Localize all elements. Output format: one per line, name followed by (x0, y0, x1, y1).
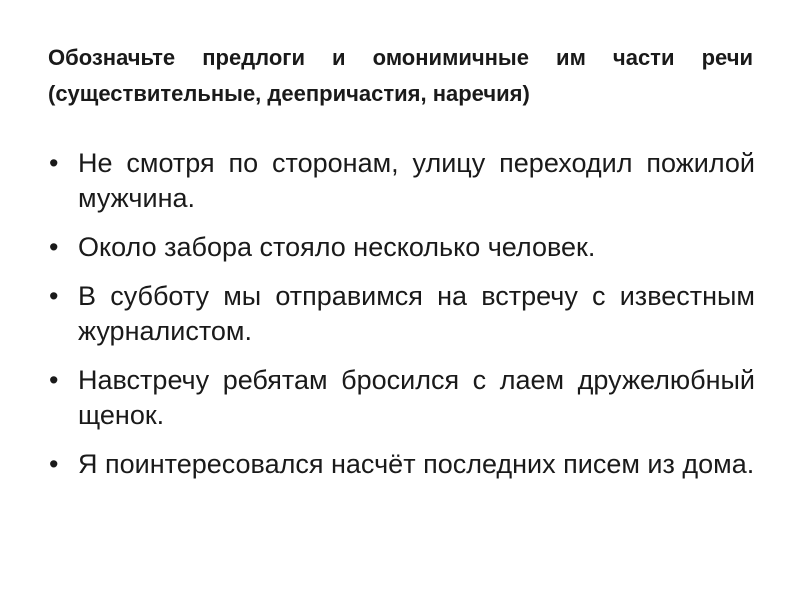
list-item-text: Не смотря по сторонам, улицу переходил пожилой мужчина. (78, 148, 755, 213)
list-item-text: В субботу мы отправимся на встречу с известным журналистом. (78, 281, 755, 346)
bullet-icon: • (49, 449, 59, 479)
list-item (46, 230, 755, 265)
list-item (46, 363, 755, 433)
slide-title: Обозначьте предлоги и омонимичные им части речи (существительные, деепричастия, наречия) (48, 45, 753, 106)
list-item (46, 279, 755, 349)
list-item (46, 447, 755, 482)
bullet-icon: • (49, 365, 59, 395)
bullet-icon: • (49, 148, 59, 178)
bullet-icon: • (49, 232, 59, 262)
bullet-list (46, 146, 755, 496)
list-item-text: Я поинтересовался насчёт последних писем из дома. (78, 449, 755, 479)
list-item-text: Навстречу ребятам бросился с лаем дружелюбный щенок. (78, 365, 755, 430)
bullet-icon: • (49, 281, 59, 311)
list-item (46, 146, 755, 216)
list-item-text: Около забора стояло несколько человек. (78, 232, 596, 262)
